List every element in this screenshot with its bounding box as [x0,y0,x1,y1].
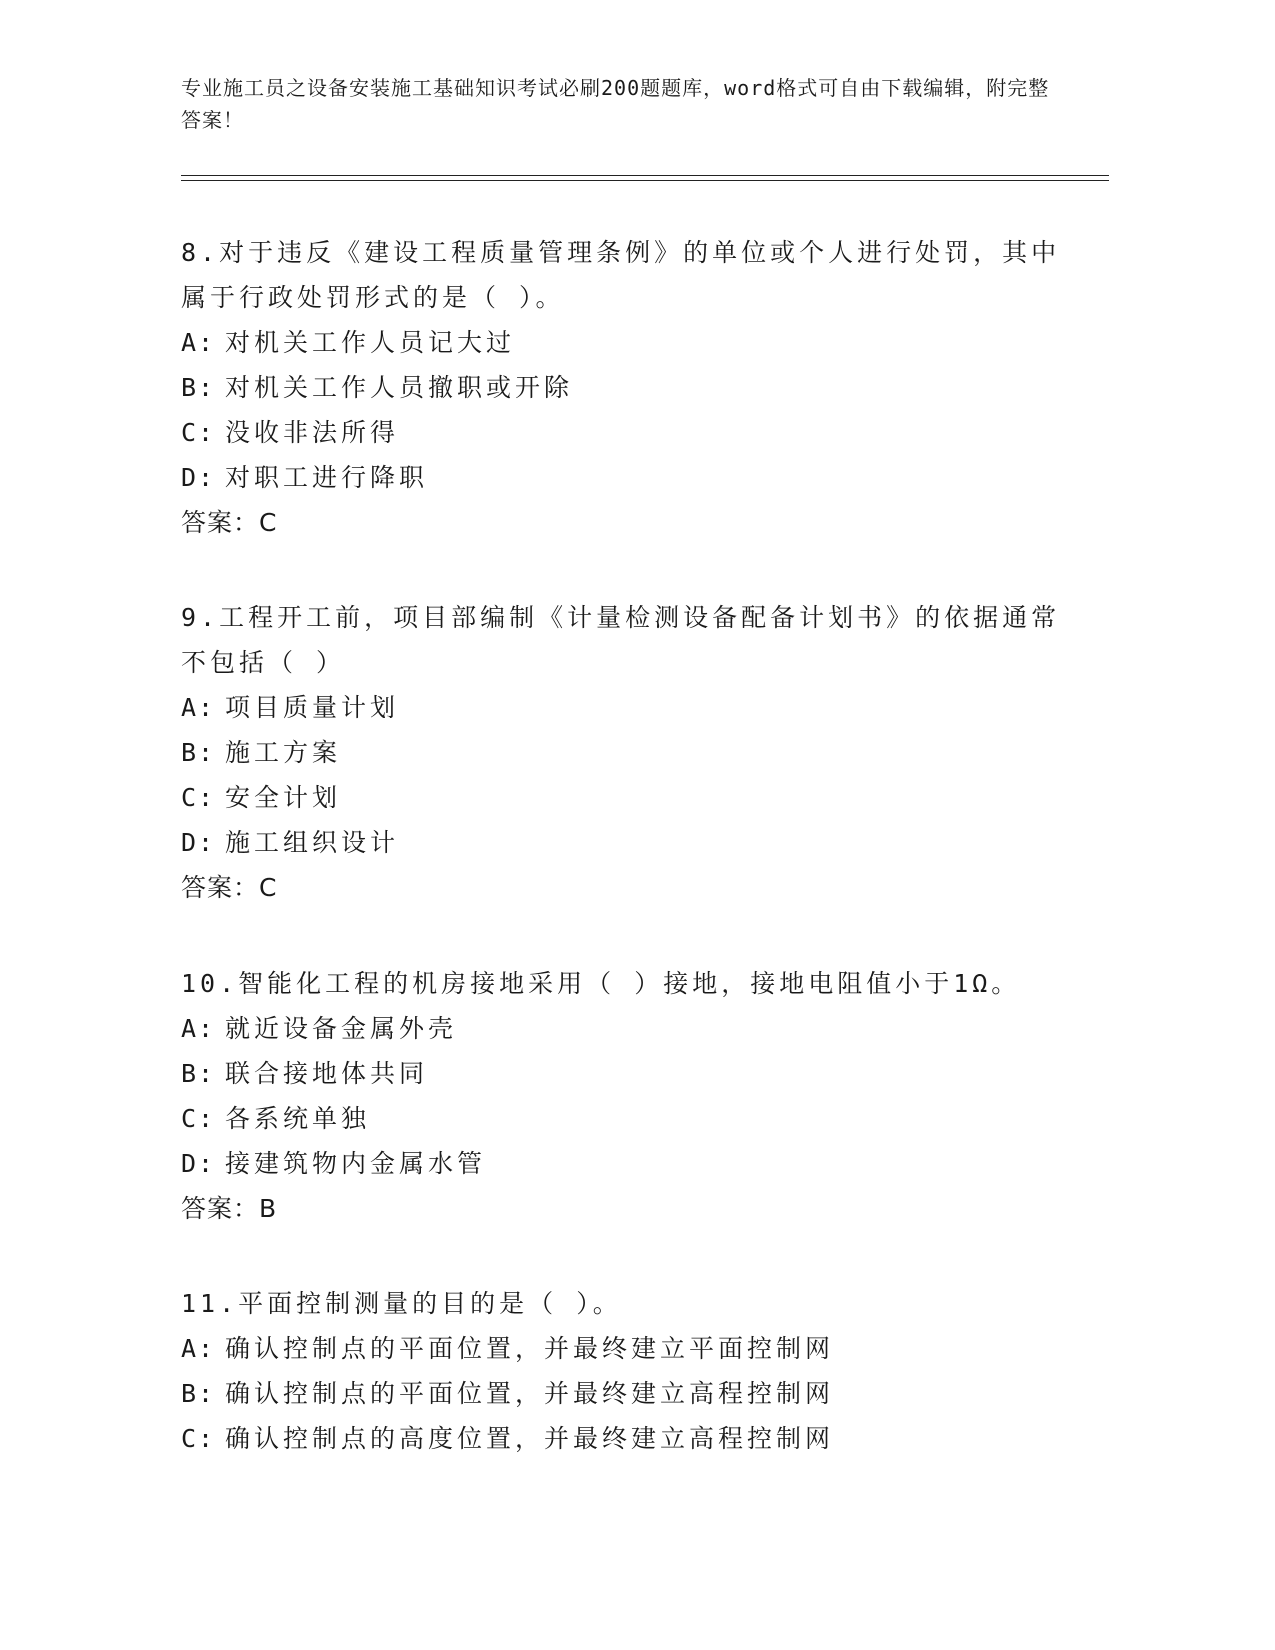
answer-line: 答案：C [181,508,278,537]
option-b [181,730,1081,775]
option-text: 施工方案 [225,738,342,767]
option-text: 确认控制点的平面位置，并最终建立高程控制网 [225,1379,835,1408]
question-stem: 8.对于违反《建设工程质量管理条例》的单位或个人进行处罚，其中属于行政处罚形式的是（ ）。 [181,238,1061,312]
option-text: 就近设备金属外壳 [225,1014,458,1043]
option-key: B: [181,1059,216,1088]
question-stem: 11.平面控制测量的目的是（ ）。 [181,1289,622,1318]
option-d [181,820,1081,865]
option-key: D: [181,828,216,857]
option-key: C: [181,1424,216,1453]
option-key: D: [181,1149,216,1178]
option-c [181,775,1081,820]
option-b [181,365,1081,410]
option-text: 各系统单独 [225,1104,371,1133]
option-c [181,1096,1081,1141]
question-10 [181,961,1081,1231]
option-a [181,1326,1081,1371]
question-stem: 10.智能化工程的机房接地采用（ ）接地，接地电阻值小于1Ω。 [181,969,1021,998]
option-d [181,1141,1081,1186]
option-key: C: [181,783,216,812]
option-key: D: [181,463,216,492]
answer-line: 答案：B [181,1194,278,1223]
option-key: C: [181,1104,216,1133]
question-stem: 9.工程开工前，项目部编制《计量检测设备配备计划书》的依据通常不包括（ ） [181,603,1061,677]
question-11 [181,1281,1081,1461]
question-9 [181,595,1081,910]
option-a [181,1006,1081,1051]
question-8 [181,230,1081,545]
option-text: 安全计划 [225,783,342,812]
option-b [181,1371,1081,1416]
option-key: A: [181,693,216,722]
answer-line: 答案：C [181,873,278,902]
option-text: 对机关工作人员撤职或开除 [225,373,574,402]
option-text: 接建筑物内金属水管 [225,1149,487,1178]
option-text: 确认控制点的平面位置，并最终建立平面控制网 [225,1334,835,1363]
option-key: A: [181,1014,216,1043]
option-key: B: [181,373,216,402]
option-d [181,455,1081,500]
option-a [181,320,1081,365]
header-divider-top [181,175,1109,176]
option-key: B: [181,1379,216,1408]
option-text: 确认控制点的高度位置，并最终建立高程控制网 [225,1424,835,1453]
option-text: 对机关工作人员记大过 [225,328,516,357]
option-text: 没收非法所得 [225,418,400,447]
option-c [181,410,1081,455]
option-text: 施工组织设计 [225,828,400,857]
option-a [181,685,1081,730]
option-key: C: [181,418,216,447]
option-text: 对职工进行降职 [225,463,429,492]
option-c [181,1416,1081,1461]
option-key: A: [181,328,216,357]
option-b [181,1051,1081,1096]
document-header: 专业施工员之设备安装施工基础知识考试必刷200题题库，word格式可自由下载编辑，附完整答案！ [181,76,1050,132]
header-divider-bottom [181,180,1109,181]
option-key: A: [181,1334,216,1363]
option-key: B: [181,738,216,767]
option-text: 联合接地体共同 [225,1059,429,1088]
option-text: 项目质量计划 [225,693,400,722]
